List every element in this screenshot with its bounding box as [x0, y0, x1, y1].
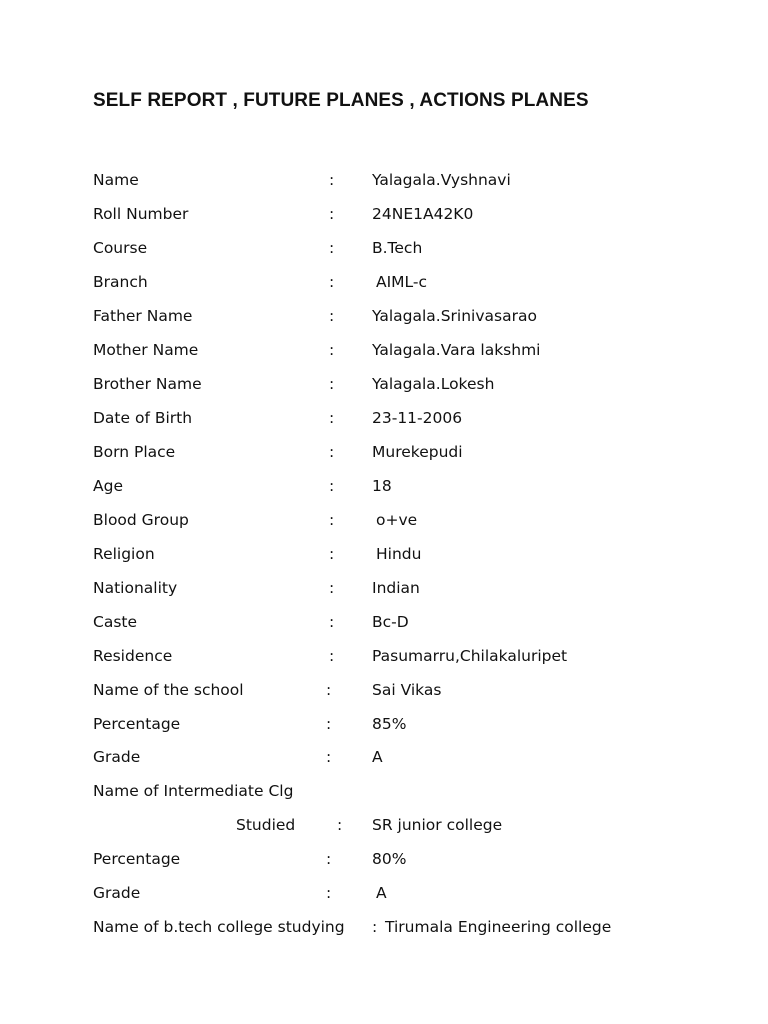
field-separator: : — [326, 748, 332, 766]
field-row-roll-number — [0, 202, 768, 226]
field-value: 24NE1A42K0 — [372, 205, 474, 223]
field-label: Age — [93, 477, 123, 495]
field-label: Blood Group — [93, 511, 189, 529]
field-value: Pasumarru,Chilakaluripet — [372, 647, 568, 665]
field-row-mother-name — [0, 338, 768, 362]
field-row-intermediate-college — [0, 813, 768, 837]
field-value: B.Tech — [372, 239, 423, 257]
field-row-btech-college — [0, 915, 768, 939]
field-value: A — [372, 748, 383, 766]
field-label: Name of b.tech college studying — [93, 918, 345, 936]
field-value: Yalagala.Vara lakshmi — [372, 341, 541, 359]
page-title: SELF REPORT , FUTURE PLANES , ACTIONS PLANES — [93, 90, 589, 111]
field-row-school — [0, 678, 768, 702]
field-value: AIML-c — [376, 273, 428, 291]
field-separator: : — [329, 273, 335, 291]
field-label: Name — [93, 171, 139, 189]
field-separator: : — [326, 681, 332, 699]
field-separator: : — [329, 477, 335, 495]
field-value: SR junior college — [372, 816, 503, 834]
field-value: Murekepudi — [372, 443, 463, 461]
field-label: Religion — [93, 545, 155, 563]
field-value: Yalagala.Lokesh — [372, 375, 495, 393]
field-row-name — [0, 168, 768, 192]
field-separator: : — [329, 307, 335, 325]
field-label: Residence — [93, 647, 173, 665]
field-label: Grade — [93, 884, 141, 902]
field-value: Yalagala.Vyshnavi — [372, 171, 511, 189]
field-row-religion — [0, 542, 768, 566]
field-value: Yalagala.Srinivasarao — [372, 307, 537, 325]
field-separator: : — [329, 239, 335, 257]
field-label: Roll Number — [93, 205, 189, 223]
field-row-date-of-birth — [0, 406, 768, 430]
field-value: 80% — [372, 850, 407, 868]
field-row-branch — [0, 270, 768, 294]
field-row-school-grade — [0, 745, 768, 769]
field-separator: : — [329, 579, 335, 597]
field-value: Bc-D — [372, 613, 409, 631]
field-label: Nationality — [93, 579, 178, 597]
field-separator: : — [329, 647, 335, 665]
field-row-intermediate-grade — [0, 881, 768, 905]
field-separator: : — [329, 443, 335, 461]
field-row-born-place — [0, 440, 768, 464]
field-separator: : — [329, 545, 335, 563]
field-row-nationality — [0, 576, 768, 600]
field-label: Name of the school — [93, 681, 244, 699]
field-row-residence — [0, 644, 768, 668]
field-separator: : — [329, 613, 335, 631]
field-row-course — [0, 236, 768, 260]
field-separator: : — [326, 884, 332, 902]
field-label: Born Place — [93, 443, 176, 461]
field-row-intermediate-heading — [0, 779, 768, 803]
field-row-father-name — [0, 304, 768, 328]
field-value: o+ve — [376, 511, 418, 529]
field-separator: : — [329, 409, 335, 427]
field-label: Percentage — [93, 850, 181, 868]
field-value: A — [376, 884, 387, 902]
field-value: 85% — [372, 715, 407, 733]
field-value: Sai Vikas — [372, 681, 442, 699]
field-value: 18 — [372, 477, 392, 495]
field-label: Caste — [93, 613, 138, 631]
field-row-school-percentage — [0, 712, 768, 736]
field-separator: : — [329, 511, 335, 529]
field-label: Name of Intermediate Clg — [93, 782, 294, 800]
field-label: Father Name — [93, 307, 193, 325]
field-separator: : — [329, 375, 335, 393]
field-label: Grade — [93, 748, 141, 766]
field-row-caste — [0, 610, 768, 634]
field-value: 23-11-2006 — [372, 409, 463, 427]
field-separator: : — [326, 850, 332, 868]
field-value: Indian — [372, 579, 420, 597]
field-label: Brother Name — [93, 375, 202, 393]
field-row-brother-name — [0, 372, 768, 396]
field-separator: : — [372, 918, 378, 936]
field-separator: : — [326, 715, 332, 733]
field-separator: : — [329, 341, 335, 359]
field-label: Course — [93, 239, 148, 257]
field-label: Percentage — [93, 715, 181, 733]
field-value: Hindu — [376, 545, 422, 563]
field-row-intermediate-percentage — [0, 847, 768, 871]
field-separator: : — [337, 816, 343, 834]
field-label: Studied — [236, 816, 296, 834]
field-row-age — [0, 474, 768, 498]
field-row-blood-group — [0, 508, 768, 532]
field-separator: : — [329, 205, 335, 223]
field-label: Branch — [93, 273, 148, 291]
field-label: Date of Birth — [93, 409, 193, 427]
field-label: Mother Name — [93, 341, 199, 359]
field-separator: : — [329, 171, 335, 189]
field-value: Tirumala Engineering college — [385, 918, 612, 936]
